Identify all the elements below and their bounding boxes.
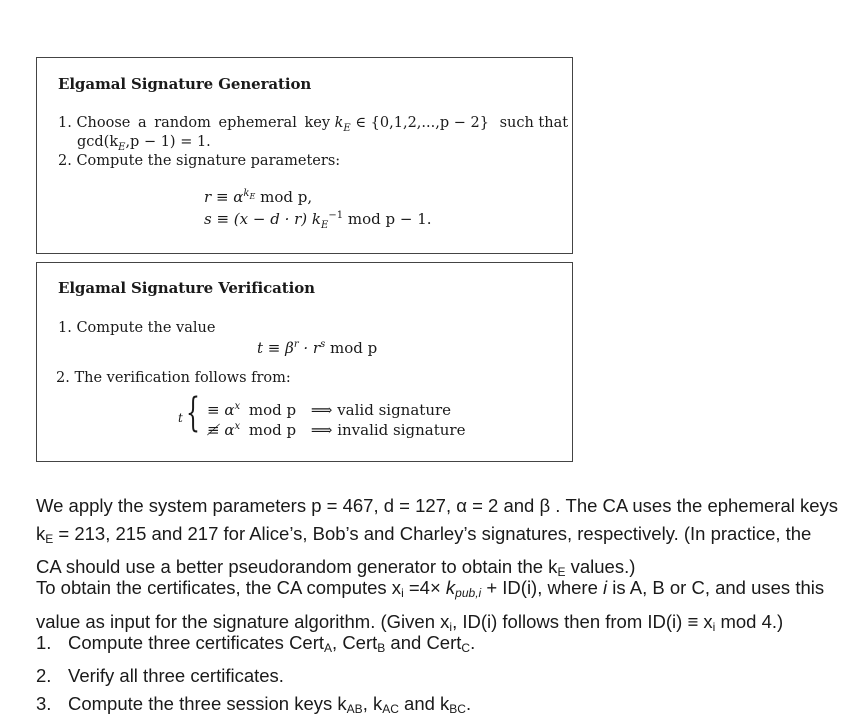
s-equation: s ≡ (x − d · r) $k_E^{-1}$ mod p − 1. [204, 210, 432, 231]
task-item: 2. Verify all three certificates. [36, 665, 284, 686]
verification-step-1: 1. Compute the value [58, 320, 216, 336]
problem-line-2: kE = 213, 215 and 217 for Alice’s, Bob’s and Charley’s signatures, respectively. (In practice, the [36, 522, 812, 546]
signature-generation-box [36, 57, 573, 254]
case-brace: { [186, 390, 200, 436]
r-equation: $r \equiv \alpha^{k_E}$ mod p, [204, 188, 313, 206]
certificate-line-2: value as input for the signature algorithm. (Given xi, ID(i) follows then from ID(i) ≡ xi mod 4.) [36, 610, 784, 634]
signature-verification-box [36, 262, 573, 462]
problem-paragraph [36, 492, 858, 587]
task-item: 1. Compute three certificates CertA, CertB and CertC. [36, 632, 476, 655]
case-invalid: ≢ $\alpha^x$ mod p ⟹ invalid signature [207, 421, 466, 439]
t-label: t [178, 411, 183, 425]
generation-step-1: 1. Choose a random ephemeral key $k_E$ ∈ {0,1,2,...,p − 2} such that [58, 115, 569, 134]
problem-line-3: CA should use a better pseudorandom generator to obtain the kE values.) [36, 556, 636, 579]
task-item: 3. Compute the three session keys kAB, kAC and kBC. [36, 693, 472, 716]
case-valid: ≡ $\alpha^x$ mod p ⟹ valid signature [207, 401, 452, 419]
generation-step-2: 2. Compute the signature parameters: [58, 153, 341, 169]
generation-step-1-gcd: $\gcd(k_E,p - 1) = 1$. [77, 134, 211, 153]
task-list [36, 629, 475, 723]
verification-title: Elgamal Signature Verification [58, 279, 315, 297]
t-equation: $t \equiv \beta^r \cdot r^s$ mod p [257, 339, 378, 357]
certificate-line-1: To obtain the certificates, the CA computes xi =4× kpub,i + ID(i), where i is A, B or C, and uses this [36, 577, 825, 600]
problem-line-1: We apply the system parameters p = 467, d = 127, α = 2 and β . The CA uses the ephemeral keys [36, 495, 839, 516]
verification-step-2: 2. The verification follows from: [56, 370, 291, 386]
generation-title: Elgamal Signature Generation [58, 75, 312, 93]
